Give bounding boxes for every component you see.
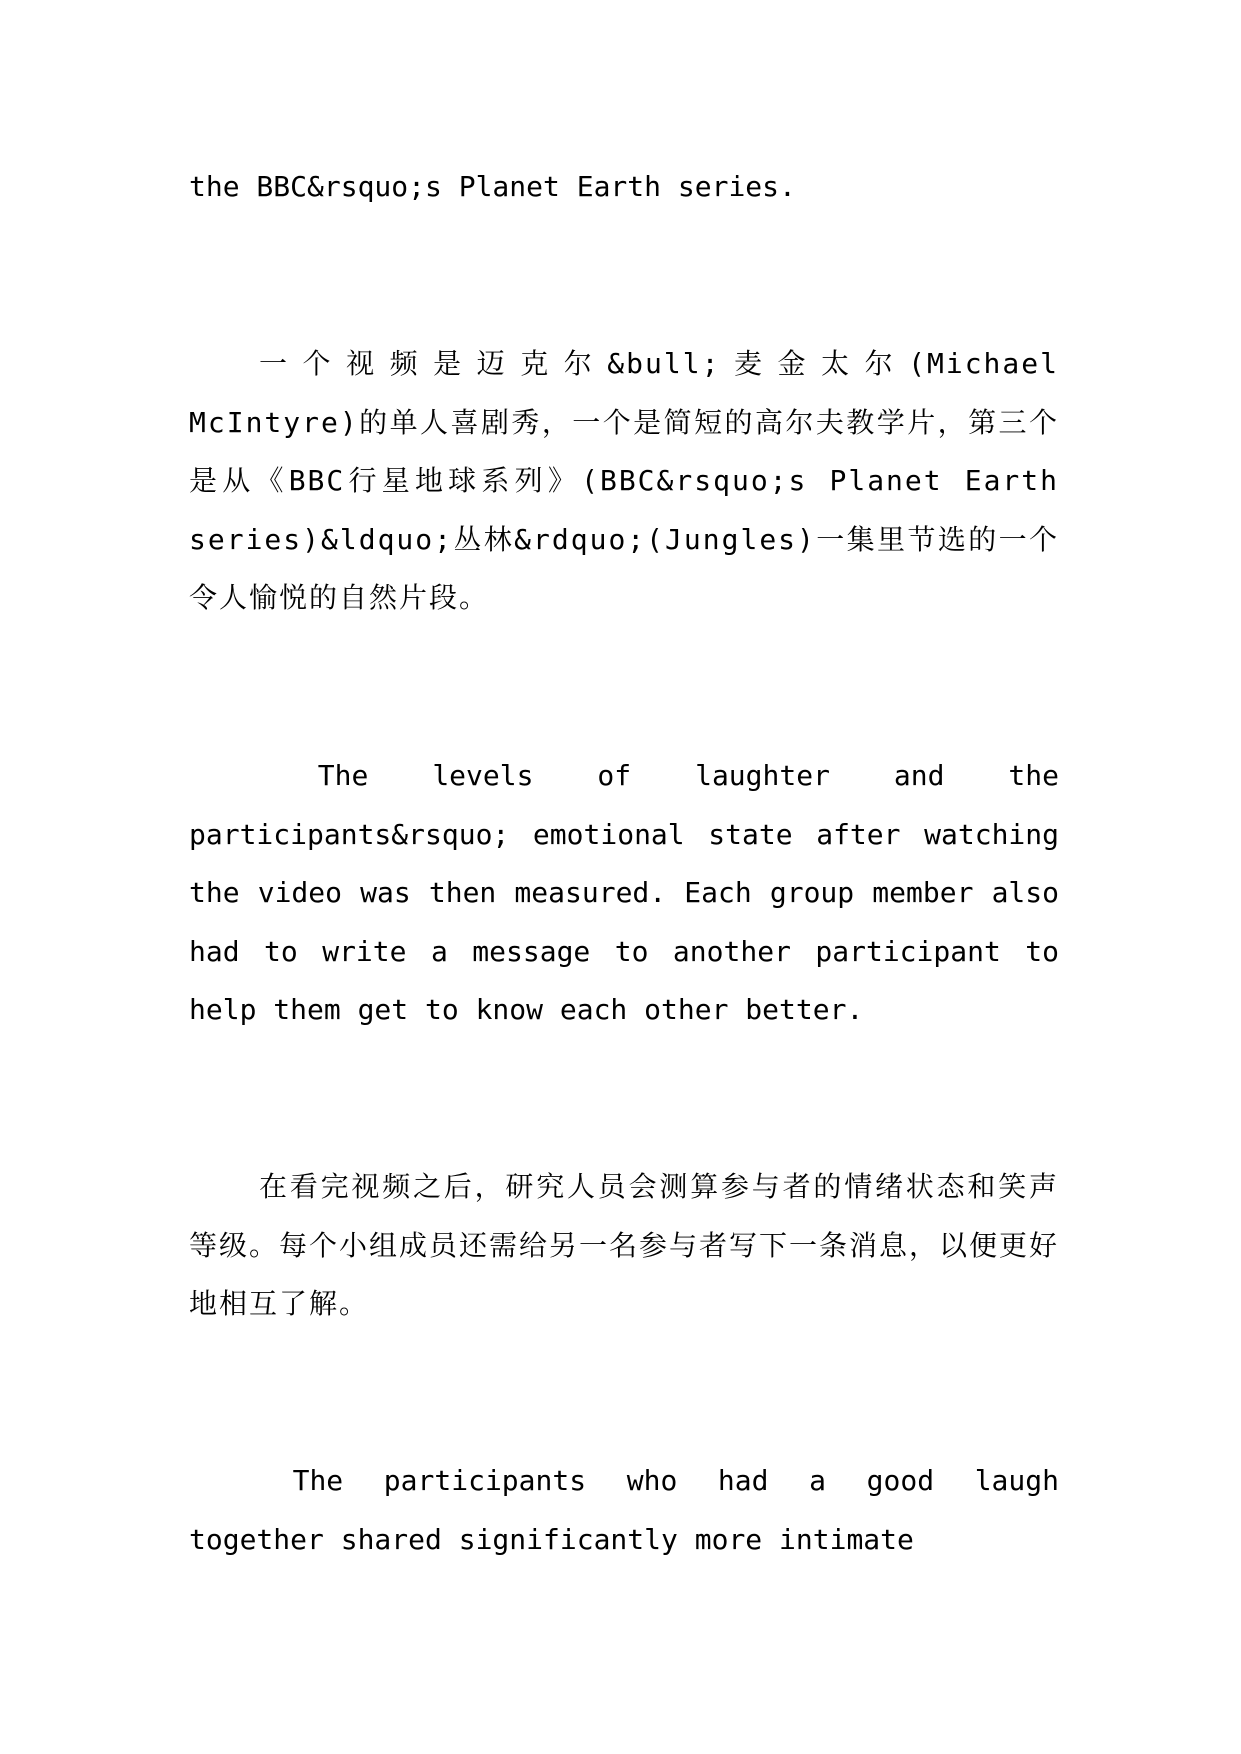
paragraph-english-continuation: the BBC&rsquo;s Planet Earth series. (189, 170, 796, 203)
paragraph-chinese-measurement: 在看完视频之后，研究人员会测算参与者的情绪状态和笑声等级。每个小组成员还需给另一名参与者写下一条消息，以便更好地相互了解。 (189, 1170, 1060, 1320)
paragraph-english-measurement: The levels of laughter and the participants&rsquo; emotional state after watching the video was then measured. Each group member also had to write a message to another participant to help them get to know each other better. (189, 759, 1059, 1026)
paragraph-chinese-videos: 一个视频是迈克尔&bull;麦金太尔(Michael McIntyre)的单人喜剧秀，一个是简短的高尔夫教学片，第三个是从《BBC行星地球系列》(BBC&rsquo;s Planet Earth series)&ldquo;丛林&rdquo;(Jungles)一集里节选的一个令人愉悦的自然片段。 (189, 347, 1059, 614)
paragraph-english-intimate: The participants who had a good laugh together shared significantly more intimate (189, 1464, 1059, 1556)
